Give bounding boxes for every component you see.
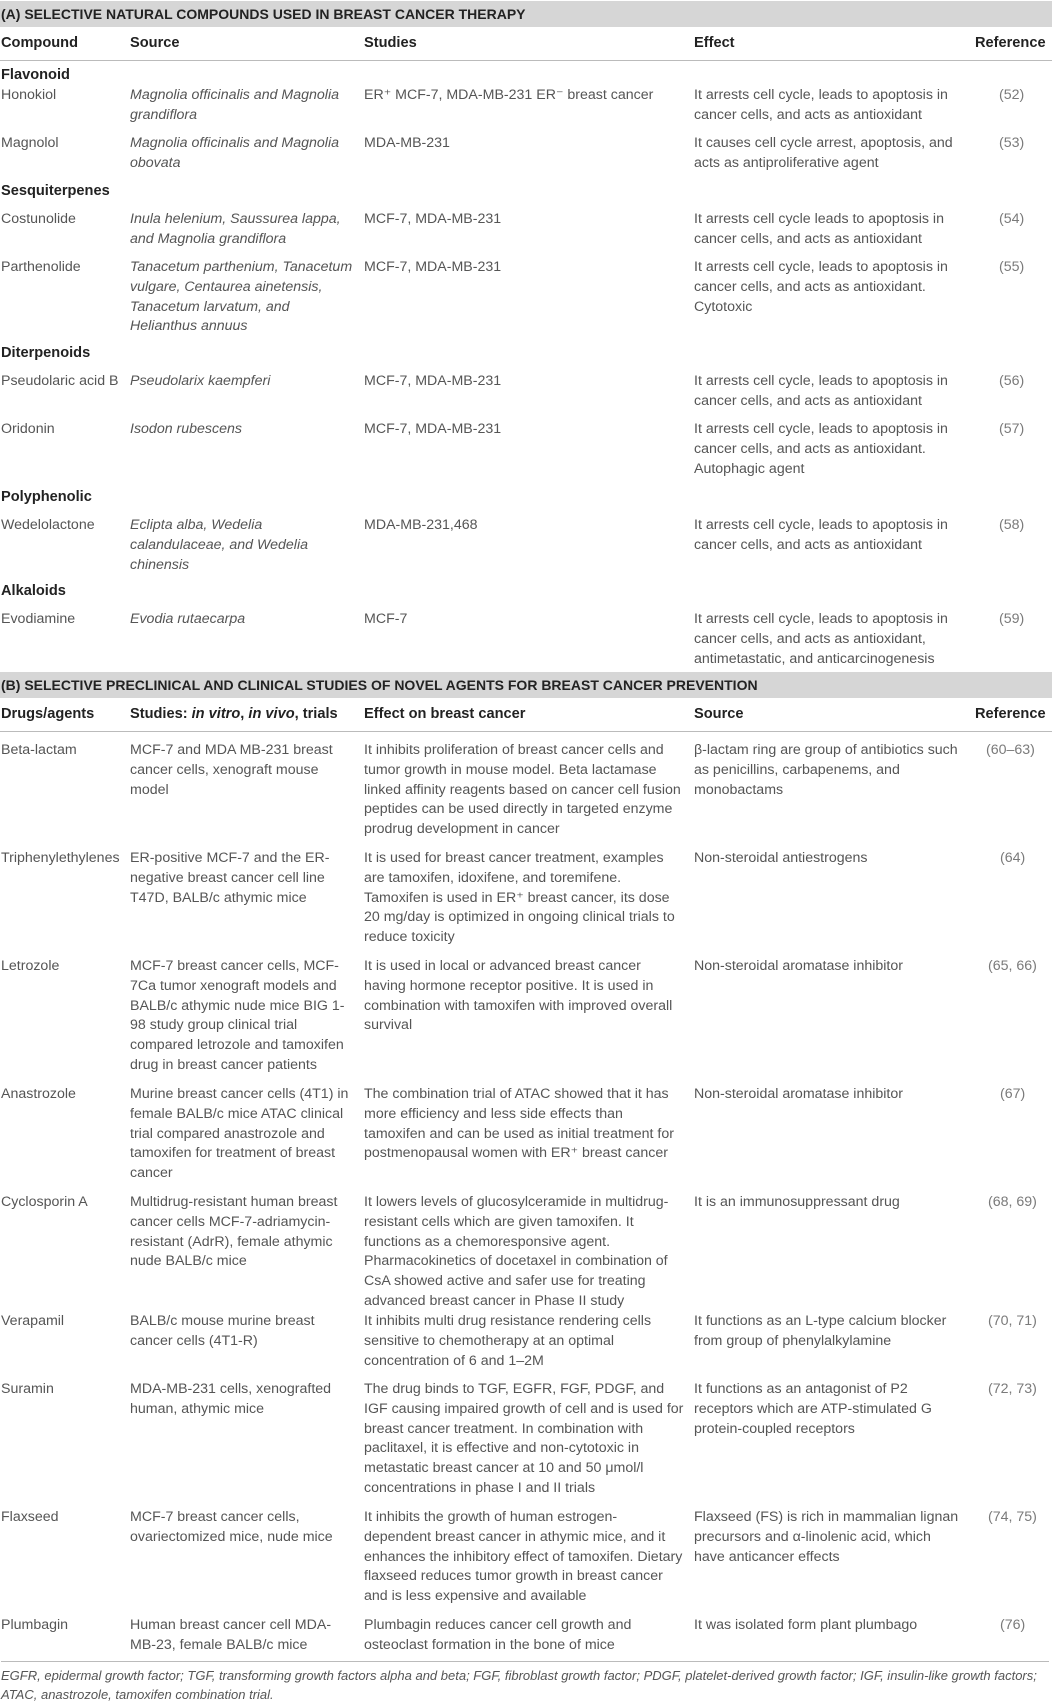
drug-source: Non-steroidal aromatase inhibitor [694,958,903,974]
studies-header-prefix: Studies: [130,706,192,722]
compound-source: Evodia rutaecarpa [130,611,246,627]
drug-source: β-lactam ring are group of antibiotics such as penicillins, carbapenems, and monobactams [694,742,958,798]
drug-reference[interactable]: (70, 71) [988,1313,1037,1329]
drug-studies: BALB/c mouse murine breast cancer cells (4T1-R) [130,1313,315,1349]
table-footnote: EGFR, epidermal growth factor; TGF, transforming growth factors alpha and beta; FGF, fibroblast growth factor; PDGF, platelet-derived growth factor; IGF, insulin-like growth factors; ATAC, anastrozole, tamoxifen combination trial. [1,1661,1049,1704]
group-diterpenoids: Diterpenoids [1,345,91,361]
compound-name: Wedelolactone [1,517,95,533]
col-compound-header: Compound [1,35,79,51]
drug-studies: Multidrug-resistant human breast cancer cells MCF-7-adriamycin-resistant (AdrR), female athymic nude BALB/c mice [130,1194,338,1270]
drug-name: Verapamil [1,1313,65,1329]
studies-header-invivo: in vivo [248,706,295,722]
drug-reference[interactable]: (64) [1000,850,1026,866]
section-b-header-row [0,698,1052,732]
drug-studies: ER-positive MCF-7 and the ER-negative breast cancer cell line T47D, BALB/c athymic mice [130,850,330,906]
drug-effect: It inhibits multi drug resistance rendering cells sensitive to chemotherapy at an optimal concentration of 6 and 1–2M [364,1313,652,1369]
compound-reference[interactable]: (53) [999,135,1025,151]
drug-reference[interactable]: (67) [1000,1086,1026,1102]
drug-reference[interactable]: (74, 75) [988,1509,1037,1525]
compound-effect: It arrests cell cycle, leads to apoptosis in cancer cells, and acts as antioxidant [694,373,948,409]
drug-reference[interactable]: (76) [1000,1617,1026,1633]
compound-name: Oridonin [1,421,55,437]
drug-reference[interactable]: (60–63) [986,742,1035,758]
drug-effect: Plumbagin reduces cancer cell growth and osteoclast formation in the bone of mice [364,1617,632,1653]
drug-name: Beta-lactam [1,742,77,758]
compound-studies: MCF-7, MDA-MB-231 [364,373,502,389]
compound-name: Honokiol [1,87,57,103]
col-source-header: Source [694,706,744,722]
col-source-header: Source [130,35,180,51]
compound-reference[interactable]: (54) [999,211,1025,227]
compound-reference[interactable]: (57) [999,421,1025,437]
group-polyphenolic: Polyphenolic [1,489,92,505]
studies-header-sep: , [240,706,249,722]
compound-effect: It arrests cell cycle, leads to apoptosis in cancer cells, and acts as antioxidant. Autophagic agent [694,421,948,477]
drug-name: Cyclosporin A [1,1194,88,1210]
drug-name: Letrozole [1,958,60,974]
group-alkaloids: Alkaloids [1,583,66,599]
compound-source: Isodon rubescens [130,421,242,437]
drug-studies: Human breast cancer cell MDA-MB-23, female BALB/c mice [130,1617,332,1653]
compound-reference[interactable]: (56) [999,373,1025,389]
compound-reference[interactable]: (59) [999,611,1025,627]
drug-source: Non-steroidal aromatase inhibitor [694,1086,903,1102]
compound-source: Magnolia officinalis and Magnolia grandiflora [130,87,339,123]
drug-effect: It inhibits proliferation of breast cancer cells and tumor growth in mouse model. Beta lactamase linked affinity reagents based on cancer cell fusion peptides can be used directly in targeted enzyme prodrug development in cancer [364,742,681,838]
drug-effect: It inhibits the growth of human estrogen-dependent breast cancer in athymic mice, and it enhances the inhibitory effect of tamoxifen. Dietary flaxseed reduces tumor growth in breast cancer and is less expensive and available [364,1509,683,1605]
compound-source: Inula helenium, Saussurea lappa, and Magnolia grandiflora [130,211,341,247]
compound-studies: MCF-7 [364,611,408,627]
compound-source: Tanacetum parthenium, Tanacetum vulgare, Centaurea ainetensis, Tanacetum larvatum, and Helianthus annuus [130,259,353,335]
drug-effect: The drug binds to TGF, EGFR, FGF, PDGF, and IGF causing impaired growth of cell and is used for breast cancer treatment. In combination with paclitaxel, it is effective and non-cytotoxic in metastatic breast cancer at 10 and 50 μmol/l concentrations in phase I and II trials [364,1381,684,1496]
section-a-header-row [0,27,1052,61]
drug-effect: It lowers levels of glucosylceramide in multidrug-resistant cells which are given tamoxifen. It functions as a chemoresponsive agent. Pharmacokinetics of docetaxel in combination of CsA showed active and safer use for treating advanced breast cancer in Phase II study [364,1194,669,1309]
compound-source: Pseudolarix kaempferi [130,373,271,389]
drug-studies: MCF-7 breast cancer cells, MCF-7Ca tumor xenograft models and BALB/c athymic nude mice BIG 1-98 study group clinical trial compared letrozole and tamoxifen drug in breast cancer patients [130,958,345,1073]
compound-name: Pseudolaric acid B [1,373,119,389]
drug-name: Suramin [1,1381,54,1397]
drug-studies: MCF-7 and MDA MB-231 breast cancer cells, xenograft mouse model [130,742,333,798]
compound-studies: MCF-7, MDA-MB-231 [364,211,502,227]
compound-studies: ER⁺ MCF-7, MDA-MB-231 ER⁻ breast cancer [364,87,654,103]
compound-studies: MDA-MB-231,468 [364,517,478,533]
drug-name: Triphenylethylenes [1,850,120,866]
group-sesquiterpenes: Sesquiterpenes [1,183,110,199]
drug-studies: Murine breast cancer cells (4T1) in female BALB/c mice ATAC clinical trial compared anastrozole and tamoxifen for treatment of breast cancer [130,1086,349,1182]
compound-name: Parthenolide [1,259,81,275]
studies-header-suffix: , trials [294,706,338,722]
compound-reference[interactable]: (55) [999,259,1025,275]
drug-source: Flaxseed (FS) is rich in mammalian lignan precursors and α-linolenic acid, which have anticancer effects [694,1509,959,1565]
drug-effect: The combination trial of ATAC showed that it has more efficiency and less side effects than tamoxifen and can be used as initial treatment for postmenopausal women with ER⁺ breast cancer [364,1086,674,1162]
compound-name: Evodiamine [1,611,76,627]
drug-reference[interactable]: (72, 73) [988,1381,1037,1397]
col-studies-header [130,705,338,725]
drug-studies: MCF-7 breast cancer cells, ovariectomized mice, nude mice [130,1509,333,1545]
drug-source: Non-steroidal antiestrogens [694,850,868,866]
drug-reference[interactable]: (65, 66) [988,958,1037,974]
compound-source: Magnolia officinalis and Magnolia obovata [130,135,339,171]
col-reference-header: Reference [975,35,1046,51]
compound-studies: MCF-7, MDA-MB-231 [364,421,502,437]
compound-reference[interactable]: (52) [999,87,1025,103]
col-drug-header: Drugs/agents [1,706,95,722]
drug-effect: It is used for breast cancer treatment, examples are tamoxifen, idoxifene, and toremifene. Tamoxifen is used in ER⁺ breast cancer, its dose 20 mg/day is optimized in ongoing clinical trials to reduce toxicity [364,850,675,946]
compound-effect: It causes cell cycle arrest, apoptosis, and acts as antiproliferative agent [694,135,953,171]
compound-studies: MDA-MB-231 [364,135,450,151]
compound-reference[interactable]: (58) [999,517,1025,533]
compound-effect: It arrests cell cycle, leads to apoptosis in cancer cells, and acts as antioxidant [694,517,948,553]
studies-header-invitro: in vitro [191,706,241,722]
compound-effect: It arrests cell cycle, leads to apoptosis in cancer cells, and acts as antioxidant [694,87,948,123]
section-b-title: (B) SELECTIVE PRECLINICAL AND CLINICAL STUDIES OF NOVEL AGENTS FOR BREAST CANCER PREVENTION [0,672,1052,698]
compound-studies: MCF-7, MDA-MB-231 [364,259,502,275]
col-effect-header: Effect on breast cancer [364,706,526,722]
compound-effect: It arrests cell cycle, leads to apoptosis in cancer cells, and acts as antioxidant, antimetastatic, and anticarcinogenesis [694,611,948,667]
drug-source: It is an immunosuppressant drug [694,1194,900,1210]
compound-name: Costunolide [1,211,76,227]
compound-source: Eclipta alba, Wedelia calandulaceae, and Wedelia chinensis [130,517,309,573]
compound-effect: It arrests cell cycle, leads to apoptosis in cancer cells, and acts as antioxidant. Cytotoxic [694,259,948,315]
col-studies-header: Studies [364,35,417,51]
drug-name: Flaxseed [1,1509,59,1525]
drug-name: Plumbagin [1,1617,69,1633]
section-a-title: (A) SELECTIVE NATURAL COMPOUNDS USED IN BREAST CANCER THERAPY [0,1,1052,27]
compound-name: Magnolol [1,135,59,151]
col-reference-header: Reference [975,706,1046,722]
compound-effect: It arrests cell cycle leads to apoptosis in cancer cells, and acts as antioxidant [694,211,944,247]
drug-name: Anastrozole [1,1086,76,1102]
drug-source: It functions as an antagonist of P2 receptors which are ATP-stimulated G protein-coupled receptors [694,1381,932,1437]
drug-source: It functions as an L-type calcium blocker from group of phenylalkylamine [694,1313,947,1349]
drug-reference[interactable]: (68, 69) [988,1194,1037,1210]
drug-studies: MDA-MB-231 cells, xenografted human, athymic mice [130,1381,332,1417]
drug-effect: It is used in local or advanced breast cancer having hormone receptor positive. It is used in combination with tamoxifen with improved overall survival [364,958,673,1034]
group-flavonoid: Flavonoid [1,67,70,83]
drug-source: It was isolated form plant plumbago [694,1617,918,1633]
col-effect-header: Effect [694,35,735,51]
